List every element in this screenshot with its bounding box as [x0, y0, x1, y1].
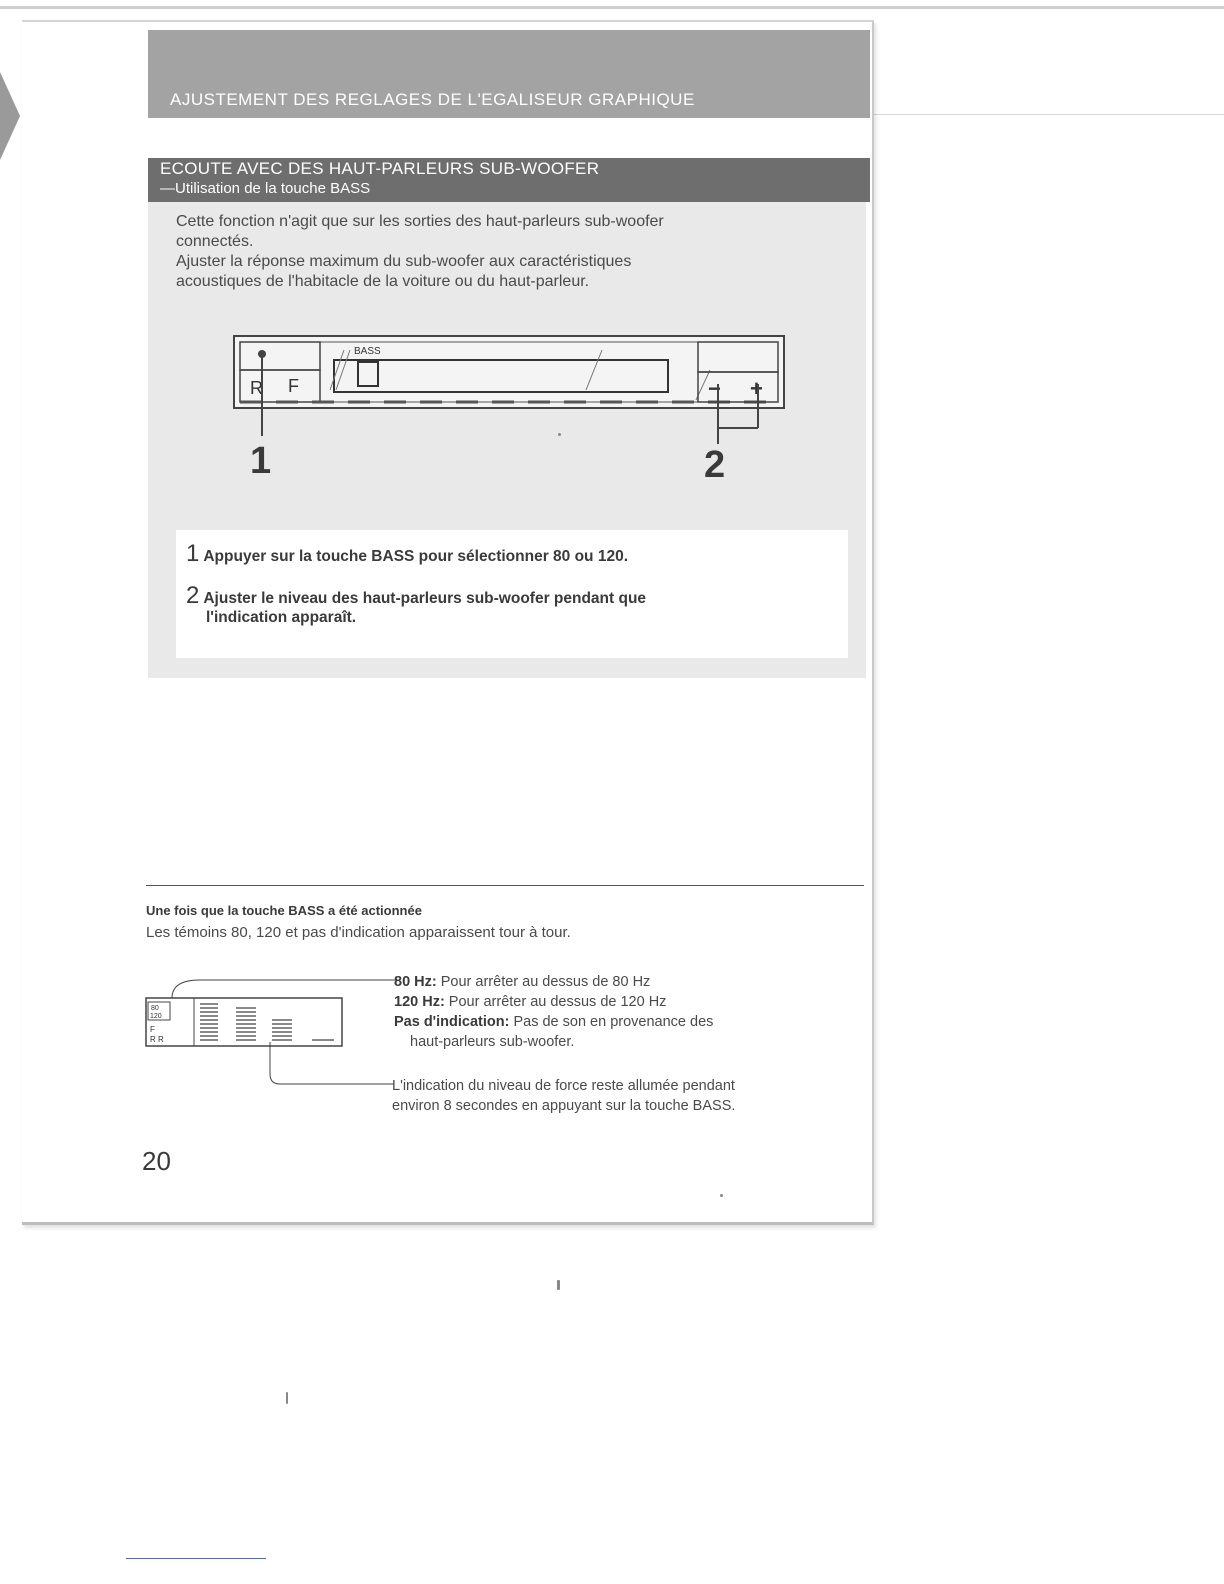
meter-frame	[146, 998, 342, 1046]
step-number: 2	[186, 582, 200, 609]
legend-continuation: haut-parleurs sub-woofer.	[410, 1034, 575, 1050]
section-header	[148, 158, 870, 202]
minus-key-label: −	[708, 376, 721, 401]
meter-rr-label: R R	[150, 1035, 164, 1044]
section-subtitle: —Utilisation de la touche BASS	[160, 180, 371, 197]
legend-item	[394, 972, 713, 992]
meter-120-label: 120	[150, 1013, 162, 1020]
meter-callout-bottom	[270, 1042, 394, 1084]
scan-speck	[558, 433, 561, 436]
step-text: Ajuster le niveau des haut-parleurs sub-woofer pendant que	[203, 590, 647, 607]
top-banner	[148, 30, 870, 118]
key-r-label: R	[250, 378, 263, 398]
bottom-rule	[126, 1558, 266, 1559]
banner-title: AJUSTEMENT DES REGLAGES DE L'EGALISEUR GRAPHIQUE	[170, 90, 695, 109]
note-text: Les témoins 80, 120 et pas d'indication apparaissent tour à tour.	[146, 924, 571, 941]
meter-callout-top	[172, 980, 396, 998]
note-title: Une fois que la touche BASS a été actionnée	[146, 903, 422, 918]
intro-line: Cette fonction n'agit que sur les sorties des haut-parleurs sub-woofer	[176, 213, 664, 230]
step-2	[186, 582, 647, 627]
scan-speck	[720, 1194, 723, 1197]
legend-text: Pour arrêter au dessus de 80 Hz	[436, 974, 651, 990]
force-level-note	[392, 1076, 832, 1116]
callout-1-number: 1	[250, 440, 272, 482]
step-text: l'indication apparaît.	[206, 609, 357, 626]
scan-left-tab	[0, 72, 20, 160]
legend-text: Pas de son en provenance des	[509, 1014, 714, 1030]
legend-label: 120 Hz:	[394, 994, 445, 1010]
meter-80-label: 80	[151, 1005, 159, 1012]
steps-box	[176, 530, 848, 658]
force-note-line: environ 8 secondes en appuyant sur la touche BASS.	[392, 1098, 736, 1114]
legend-item	[394, 1012, 713, 1032]
level-meter-figure	[140, 970, 400, 1090]
key-f-label: F	[288, 376, 299, 396]
intro-line: connectés.	[176, 233, 254, 250]
step-number: 1	[186, 540, 200, 567]
legend-label: 80 Hz:	[394, 974, 437, 990]
legend-label: Pas d'indication:	[394, 1014, 510, 1030]
step-1	[186, 540, 628, 567]
bass-indicator-label: BASS	[354, 346, 381, 357]
meter-bars	[200, 1004, 334, 1040]
meter-f-label: F	[150, 1025, 155, 1034]
page-number: 20	[142, 1146, 171, 1176]
scan-speck	[286, 1392, 288, 1404]
section-divider	[146, 885, 864, 886]
intro-line: acoustiques de l'habitacle de la voiture ou du haut-parleur.	[176, 273, 590, 290]
intro-text	[176, 212, 836, 292]
callout-2-number: 2	[704, 444, 726, 486]
section-title: ECOUTE AVEC DES HAUT-PARLEURS SUB-WOOFER	[160, 159, 600, 178]
force-note-line: L'indication du niveau de force reste allumée pendant	[392, 1078, 735, 1094]
intro-line: Ajuster la réponse maximum du sub-woofer aux caractéristiques	[176, 253, 632, 270]
scan-speck	[557, 1280, 560, 1290]
plus-key-label: +	[750, 376, 763, 401]
bass-legend	[394, 972, 713, 1052]
scan-top-edge	[0, 6, 1224, 9]
step-text: Appuyer sur la touche BASS pour sélectionner 80 ou 120.	[203, 548, 628, 565]
scan-rule-right	[872, 114, 1224, 115]
legend-item	[394, 992, 713, 1012]
legend-text: Pour arrêter au dessus de 120 Hz	[444, 994, 667, 1010]
